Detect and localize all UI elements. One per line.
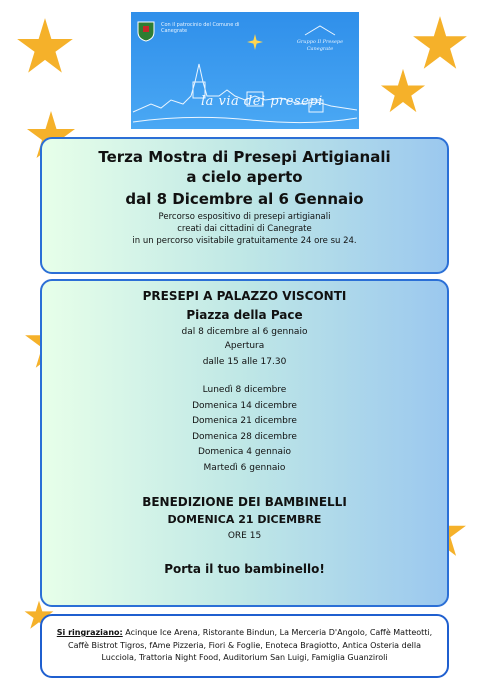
village-sketch [131,52,359,129]
opening-label: Apertura [224,341,265,351]
brand-logo [289,24,351,53]
exhibition-desc-line-2: creati dai cittadini di Canegrate [177,224,312,234]
palazzo-title: PRESEPI A PALAZZO VISCONTI [142,289,347,303]
blessing-time: ORE 15 [227,531,262,541]
house-outline-icon [303,24,337,36]
blessing-title: BENEDIZIONE DEI BAMBINELLI [142,495,347,509]
palazzo-dates: dal 8 dicembre al 6 gennaio [181,327,308,337]
comet-star-icon [247,34,263,50]
star-icon [16,17,74,75]
script-title: la via dei presepi [201,94,323,109]
exhibition-desc-line-3: in un percorso visitabile gratuitamente 24 ore su 24. [132,236,357,246]
exhibition-dates: dal 8 Dicembre al 6 Gennaio [125,190,364,208]
exhibition-title-line-1: Terza Mostra di Presepi Artigianali [98,148,391,166]
brand-line-2: Canegrate [306,46,334,52]
palazzo-place: Piazza della Pace [186,308,303,322]
header-banner [131,12,359,129]
opening-hours: dalle 15 alle 17.30 [202,357,287,367]
opening-days-list [42,383,447,476]
list-item: Domenica 14 dicembre [192,400,297,411]
star-icon [380,68,426,114]
blessing-date: DOMENICA 21 DICEMBRE [167,513,322,526]
list-item: Domenica 28 dicembre [192,431,297,442]
star-icon [412,15,468,71]
list-item: Martedì 6 gennaio [203,462,286,473]
thanks-sponsors: Acinque Ice Arena, Ristorante Bindun, La Merceria D'Angolo, Caffè Matteotti, Caffè Bistrot Tigros, fAme Pizzeria, Fiori & Foglie, Enoteca Bragiotto, Antica Osteria della Lucciola, Trattoria Night Food, Auditorium San Luigi, Famiglia Guanziroli [68,628,433,662]
call-to-action: Porta il tuo bambinello! [164,562,325,576]
exhibition-desc-line-1: Percorso espositivo di presepi artigianali [158,212,331,222]
list-item: Domenica 4 gennaio [197,447,292,457]
palazzo-visconti-panel [40,279,449,607]
crest-icon [137,20,155,42]
exhibition-panel [40,137,449,274]
thanks-lead: Si ringraziano: [56,628,123,637]
thanks-panel [40,614,449,678]
brand-line-1: Gruppo Il Presepe [296,39,344,45]
list-item: Domenica 21 dicembre [192,416,297,426]
exhibition-title-line-2: a cielo aperto [186,168,303,186]
patron-text: Con il patrocinio del Comune di Canegrate [161,22,240,34]
thanks-text [42,624,447,665]
list-item: Lunedì 8 dicembre [202,385,287,395]
